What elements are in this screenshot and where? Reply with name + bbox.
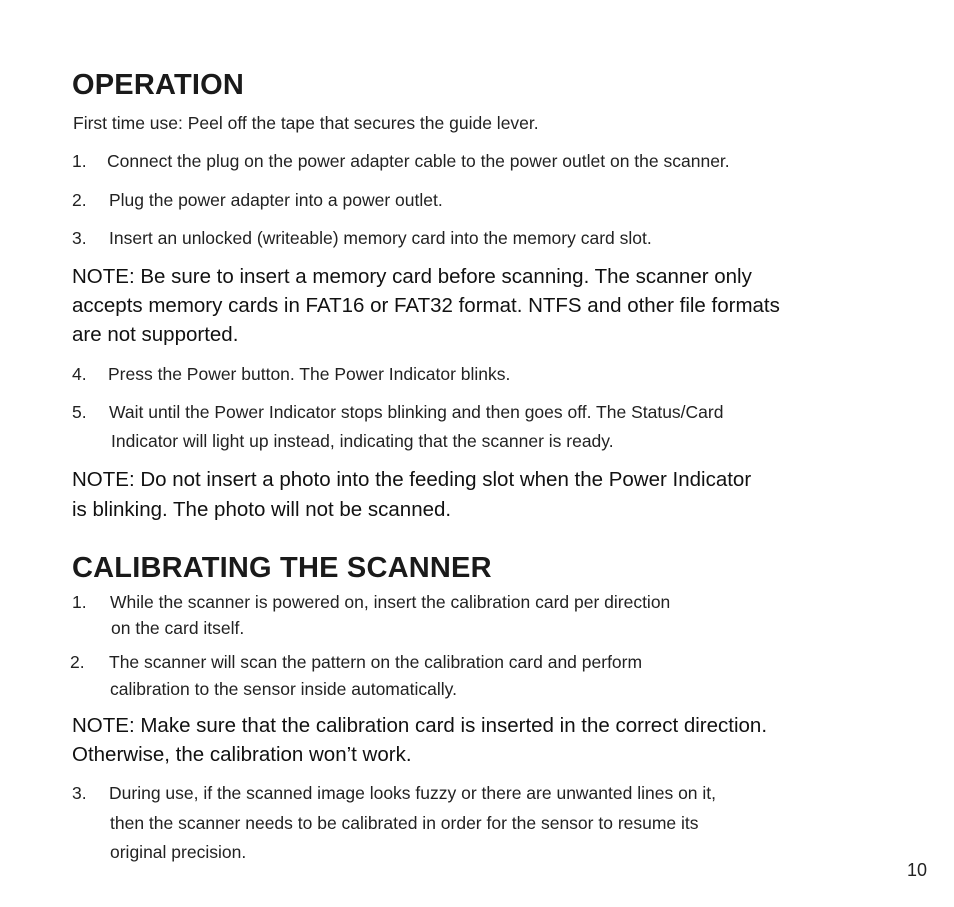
note-text: is blinking. The photo will not be scanned. xyxy=(72,498,452,521)
step-text: then the scanner needs to be calibrated in order for the sensor to resume its xyxy=(110,813,699,833)
section-title-operation: OPERATION xyxy=(72,69,245,101)
note-text: are not supported. xyxy=(72,323,239,346)
step-text: Connect the plug on the power adapter cable to the power outlet on the scanner. xyxy=(107,151,730,171)
step-text: The scanner will scan the pattern on the calibration card and perform xyxy=(109,652,643,672)
note-text: NOTE: Make sure that the calibration card is inserted in the correct direction. xyxy=(72,714,768,737)
intro-text: First time use: Peel off the tape that secures the guide lever. xyxy=(73,113,539,133)
step-text: Plug the power adapter into a power outlet. xyxy=(109,190,443,210)
step-number: 4. xyxy=(72,364,87,384)
note-text: NOTE: Do not insert a photo into the feeding slot when the Power Indicator xyxy=(72,468,752,491)
note-text: NOTE: Be sure to insert a memory card before scanning. The scanner only xyxy=(72,265,752,288)
step-text: Indicator will light up instead, indicating that the scanner is ready. xyxy=(111,431,614,451)
step-number: 2. xyxy=(72,190,87,210)
step-number: 5. xyxy=(72,402,87,422)
step-number: 3. xyxy=(72,228,87,248)
step-text: During use, if the scanned image looks fuzzy or there are unwanted lines on it, xyxy=(109,783,717,803)
step-text: on the card itself. xyxy=(111,618,245,638)
step-text: Wait until the Power Indicator stops blinking and then goes off. The Status/Card xyxy=(109,402,724,422)
step-text: calibration to the sensor inside automatically. xyxy=(110,679,457,699)
step-number: 2. xyxy=(70,652,85,672)
step-text: While the scanner is powered on, insert the calibration card per direction xyxy=(110,592,671,612)
page-number: 10 xyxy=(907,860,928,880)
step-number: 1. xyxy=(72,151,87,171)
step-text: original precision. xyxy=(110,842,247,862)
note-text: accepts memory cards in FAT16 or FAT32 format. NTFS and other file formats xyxy=(72,294,780,317)
step-text: Insert an unlocked (writeable) memory card into the memory card slot. xyxy=(109,228,652,248)
section-title-calibrating: CALIBRATING THE SCANNER xyxy=(72,552,492,584)
note-text: Otherwise, the calibration won’t work. xyxy=(72,743,412,766)
step-text: Press the Power button. The Power Indicator blinks. xyxy=(108,364,511,384)
step-number: 3. xyxy=(72,783,87,803)
step-number: 1. xyxy=(72,592,87,612)
